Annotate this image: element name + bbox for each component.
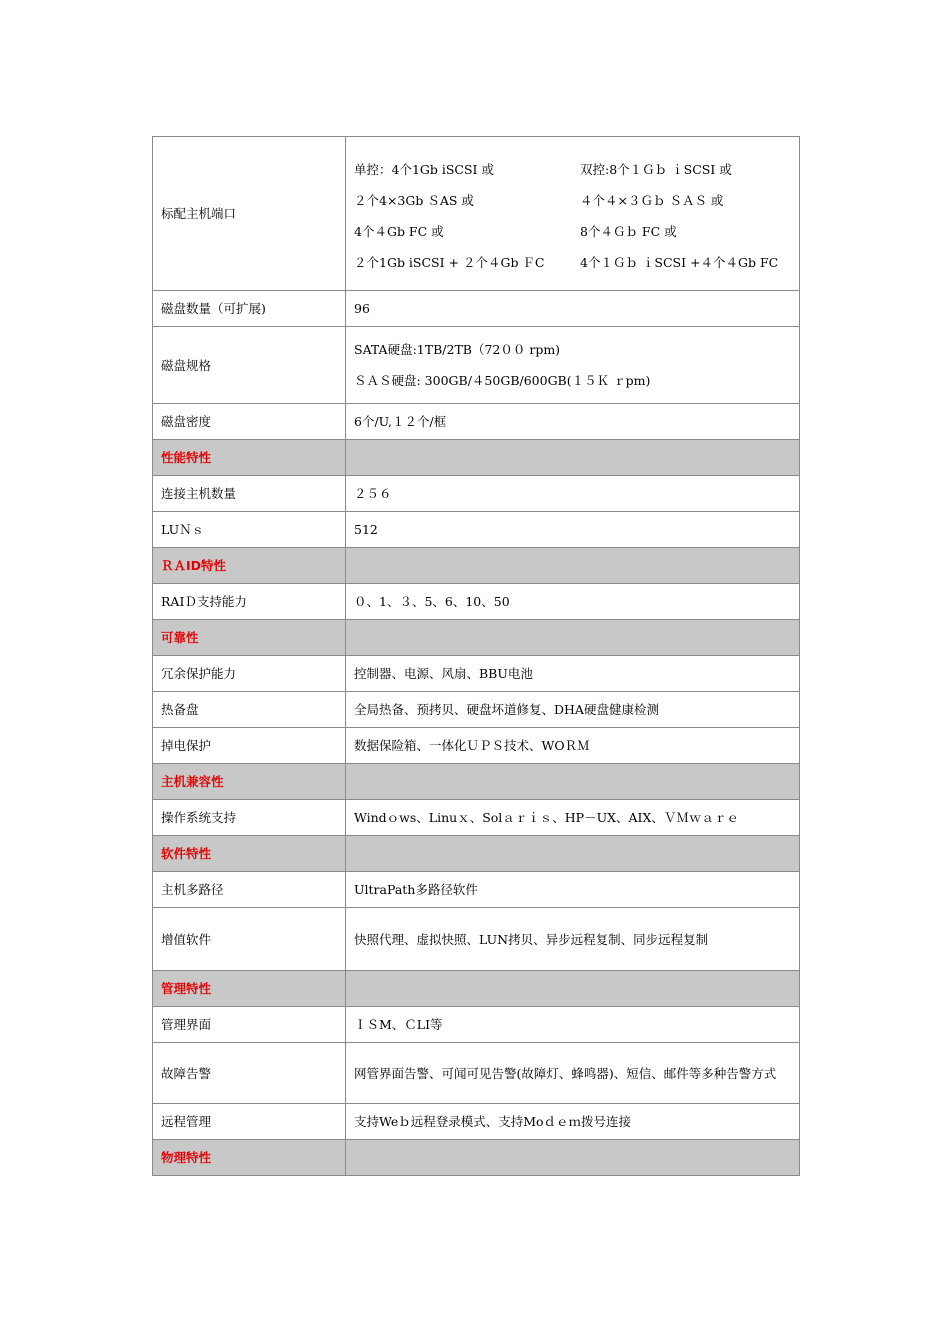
dual-controller-line: 双控:8个１Ｇｂ ｉSCSI 或 <box>580 161 732 177</box>
disk-spec-sata: SATA硬盘:1TB/2TB（72００ rpm) <box>354 342 561 357</box>
row-value: 网管界面告警、可闻可见告警(故障灯、蜂鸣器)、短信、邮件等多种告警方式 <box>346 1043 800 1104</box>
row-value: ０、1、３、5、6、10、50 <box>346 584 800 620</box>
table-row <box>153 872 800 908</box>
row-label: 操作系统支持 <box>153 800 346 836</box>
row-value: 6个/U,１２个/框 <box>346 404 800 440</box>
row-value: 512 <box>346 512 800 548</box>
row-label: 冗余保护能力 <box>153 656 346 692</box>
table-row <box>153 800 800 836</box>
table-row <box>153 656 800 692</box>
section-header-row <box>153 548 800 584</box>
section-title: 性能特性 <box>153 440 346 476</box>
table-row <box>153 291 800 327</box>
row-label: RAIＤ支持能力 <box>153 584 346 620</box>
row-value: 数据保险箱、一体化ＵＰＳ技术、WOＲＭ <box>346 728 800 764</box>
single-controller-line: 单控：4个1Gb iSCSI 或 <box>354 161 494 177</box>
row-label: 主机多路径 <box>153 872 346 908</box>
row-label: 热备盘 <box>153 692 346 728</box>
section-empty-cell <box>346 836 800 872</box>
table-row <box>153 1104 800 1140</box>
single-controller-line: 4个４Gb FC 或 <box>354 223 444 239</box>
section-title: ＲＡID特性 <box>153 548 346 584</box>
ports-grid <box>354 150 791 278</box>
row-value: ＩＳM、ＣLI等 <box>346 1007 800 1043</box>
single-controller-line: ２个1Gb iSCSI + ２个４Gb ＦC <box>354 254 545 270</box>
row-label: 磁盘规格 <box>153 327 346 404</box>
row-value: 96 <box>346 291 800 327</box>
row-value <box>346 327 800 404</box>
section-empty-cell <box>346 764 800 800</box>
dual-controller-line: ４个４×３Ｇｂ ＳＡＳ 或 <box>580 192 724 208</box>
section-title: 软件特性 <box>153 836 346 872</box>
row-value: 控制器、电源、风扇、BBU电池 <box>346 656 800 692</box>
row-label: 磁盘数量（可扩展) <box>153 291 346 327</box>
section-title: 可靠性 <box>153 620 346 656</box>
single-controller-line: ２个4×3Gb ＳAS 或 <box>354 192 474 208</box>
row-value: 全局热备、预拷贝、硬盘坏道修复、DHA硬盘健康检测 <box>346 692 800 728</box>
row-label: 连接主机数量 <box>153 476 346 512</box>
table-row <box>153 728 800 764</box>
dual-controller-line: 8个４Ｇｂ FC 或 <box>580 223 677 239</box>
section-empty-cell <box>346 971 800 1007</box>
row-value: 支持Weｂ远程登录模式、支持Moｄｅｍ拨号连接 <box>346 1104 800 1140</box>
section-title: 管理特性 <box>153 971 346 1007</box>
table-row <box>153 692 800 728</box>
spec-table <box>152 136 800 1176</box>
row-label: LUＮｓ <box>153 512 346 548</box>
table-row <box>153 137 800 291</box>
section-empty-cell <box>346 440 800 476</box>
table-row <box>153 1007 800 1043</box>
row-label: 增值软件 <box>153 908 346 971</box>
section-header-row <box>153 620 800 656</box>
table-row <box>153 584 800 620</box>
table-row <box>153 908 800 971</box>
table-row <box>153 404 800 440</box>
section-title: 物理特性 <box>153 1140 346 1176</box>
row-value: Windｏws、Linuｘ、Solａｒｉｓ、HP－UX、AIX、ＶＭｗａｒｅ <box>346 800 800 836</box>
section-header-row <box>153 764 800 800</box>
row-label: 标配主机端口 <box>153 137 346 291</box>
row-label: 远程管理 <box>153 1104 346 1140</box>
section-empty-cell <box>346 620 800 656</box>
section-header-row <box>153 971 800 1007</box>
disk-spec-list <box>354 328 791 402</box>
row-value: UltraPath多路径软件 <box>346 872 800 908</box>
disk-spec-sas: ＳＡＳ硬盘: 300GB/４50GB/600GB(１５Ｋ ｒpm) <box>354 373 651 388</box>
section-empty-cell <box>346 548 800 584</box>
table-row <box>153 327 800 404</box>
section-header-row <box>153 440 800 476</box>
row-label: 磁盘密度 <box>153 404 346 440</box>
row-label: 管理界面 <box>153 1007 346 1043</box>
row-value <box>346 137 800 291</box>
section-title: 主机兼容性 <box>153 764 346 800</box>
table-row <box>153 512 800 548</box>
section-empty-cell <box>346 1140 800 1176</box>
row-label: 故障告警 <box>153 1043 346 1104</box>
section-header-row <box>153 1140 800 1176</box>
table-row <box>153 476 800 512</box>
row-label: 掉电保护 <box>153 728 346 764</box>
dual-controller-line: 4个１Ｇｂ ｉSCSI +４个４Gb FC <box>580 254 779 270</box>
row-value: ２５６ <box>346 476 800 512</box>
table-row <box>153 1043 800 1104</box>
section-header-row <box>153 836 800 872</box>
row-value: 快照代理、虚拟快照、LUN拷贝、异步远程复制、同步远程复制 <box>346 908 800 971</box>
